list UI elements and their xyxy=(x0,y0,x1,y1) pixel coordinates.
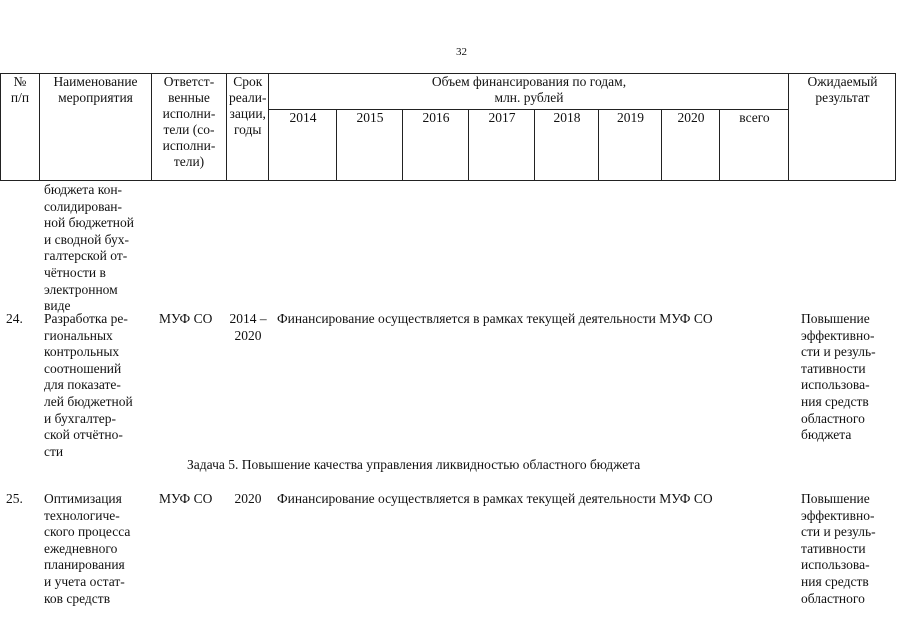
header-num: № п/п xyxy=(1,74,40,181)
header-year: 2015 xyxy=(337,110,403,181)
header-term: Срок реали- зации, годы xyxy=(227,74,269,181)
row-number: 25. xyxy=(6,491,23,506)
header-year: 2019 xyxy=(599,110,662,181)
header-year: 2020 xyxy=(662,110,720,181)
row-name: Оптимизация технологиче- ского процесса ежедневного планирования и учета остат- ков средств xyxy=(44,491,131,606)
row-result: Повышение эффективно- сти и резуль- тативности использова- ния средств областного бюджета xyxy=(801,311,876,443)
row-name: Разработка ре- гиональных контрольных соотношений для показате- лей бюджетной и бухгалтер- ской отчётно- сти xyxy=(44,311,133,459)
header-year: 2017 xyxy=(469,110,535,181)
task-heading: Задача 5. Повышение качества управления ликвидностью областного бюджета xyxy=(187,457,641,472)
continuation-name: бюджета кон- солидирован- ной бюджетной и сводной бух- галтерской от- чётности в электронном виде xyxy=(44,182,134,314)
header-responsible: Ответст- венные исполни- тели (со- исполни- тели) xyxy=(152,74,227,181)
header-funding: Объем финансирования по годам, млн. рублей xyxy=(269,74,789,110)
header-result: Ожидаемый результат xyxy=(789,74,896,181)
row-term: 2014 – 2020 xyxy=(229,311,267,343)
row-funding: Финансирование осуществляется в рамках текущей деятельности МУФ СО xyxy=(277,491,713,506)
row-result: Повышение эффективно- сти и резуль- тативности использова- ния средств областного xyxy=(801,491,876,606)
row-funding: Финансирование осуществляется в рамках текущей деятельности МУФ СО xyxy=(277,311,713,326)
header-total: всего xyxy=(720,110,789,181)
header-year: 2018 xyxy=(535,110,599,181)
row-number: 24. xyxy=(6,311,23,326)
row-responsible: МУФ СО xyxy=(159,491,213,506)
page-number: 32 xyxy=(456,46,467,58)
header-name: Наименование мероприятия xyxy=(40,74,152,181)
table-header xyxy=(0,73,896,181)
header-year: 2016 xyxy=(403,110,469,181)
header-year: 2014 xyxy=(269,110,337,181)
row-term: 2020 xyxy=(234,491,262,506)
row-responsible: МУФ СО xyxy=(159,311,213,326)
